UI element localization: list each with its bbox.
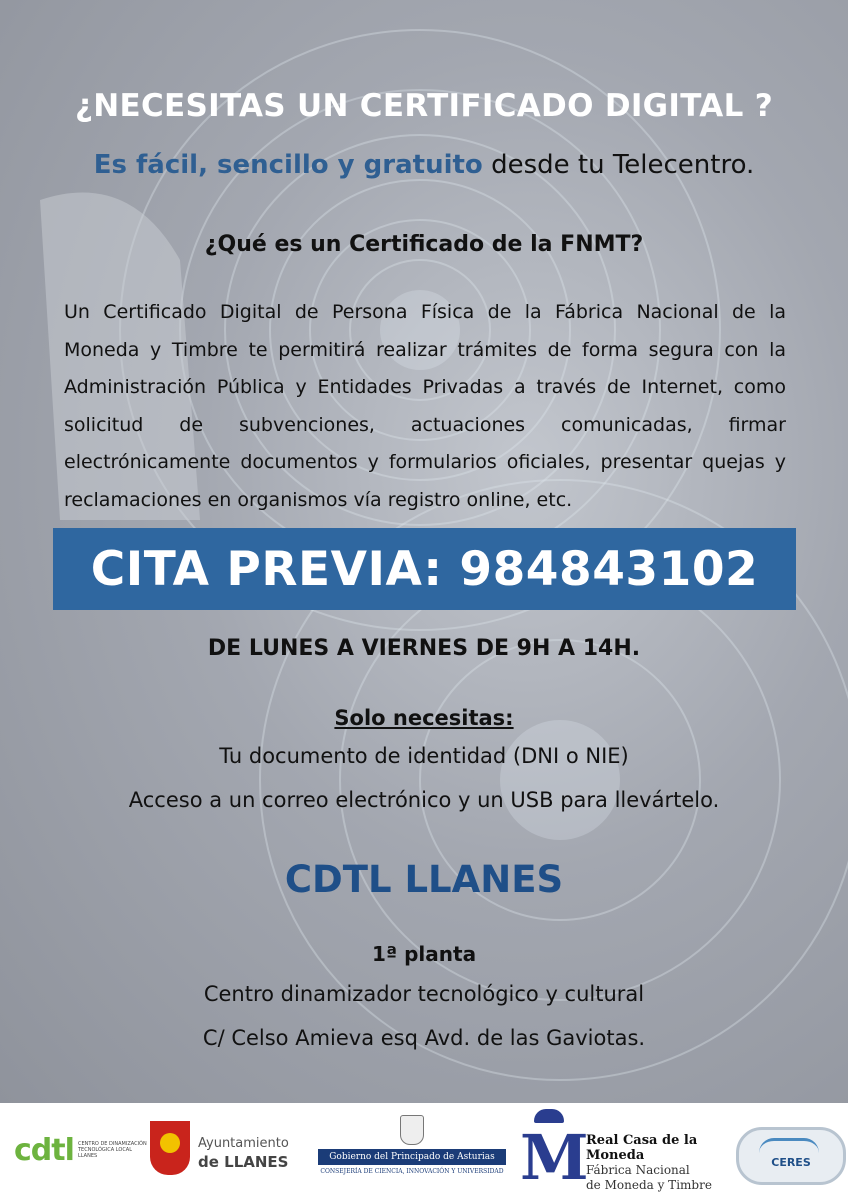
llanes-shield-icon — [150, 1121, 190, 1175]
subheadline-rest: desde tu Telecentro. — [482, 150, 755, 180]
ayuntamiento-llanes-logo — [150, 1121, 300, 1185]
requirements-title: Solo necesitas: — [334, 706, 514, 730]
center-name: CDTL LLANES — [284, 858, 564, 901]
moneda-line2: Fábrica Nacional — [586, 1163, 690, 1177]
cdtl-logo-text: CENTRO DE DINAMIZACIÓN TECNOLÓGICA LOCAL LLANES — [78, 1141, 147, 1159]
schedule-text: DE LUNES A VIERNES DE 9H A 14H. — [207, 636, 641, 661]
headline: ¿NECESITAS UN CERTIFICADO DIGITAL ? — [74, 88, 774, 124]
asturias-crest-icon — [400, 1115, 424, 1145]
location-description: Centro dinamizador tecnológico y cultural — [203, 982, 645, 1006]
moneda-m-letter: M — [520, 1121, 589, 1194]
location-address: C/ Celso Amieva esq Avd. de las Gaviotas. — [202, 1026, 646, 1050]
subheadline — [0, 150, 848, 180]
description-paragraph: Un Certificado Digital de Persona Física de la Fábrica Nacional de la Moneda y Timbre te permitirá realizar trámites de forma segura con la Administración Pública y Entidades Privadas a través de Internet, como solicitud de subvenciones, actuaciones comunicadas, firmar electrónicamente documentos y formularios oficiales, presentar quejas y reclamaciones en organismos vía registro online, etc. — [64, 301, 786, 511]
ayuntamiento-logo-text — [198, 1135, 289, 1173]
ayuntamiento-line2: de LLANES — [198, 1153, 289, 1171]
section-question: ¿Qué es un Certificado de la FNMT? — [204, 232, 644, 257]
moneda-line1: Real Casa de la Moneda — [586, 1133, 698, 1163]
gobierno-logo-subtitle: CONSEJERÍA DE CIENCIA, INNOVACIÓN Y UNIVERSIDAD — [320, 1168, 504, 1175]
requirement-item: Acceso a un correo electrónico y un USB para llevártelo. — [128, 788, 720, 812]
ayuntamiento-line1: Ayuntamiento — [198, 1136, 289, 1151]
cdtl-logo — [14, 1133, 147, 1173]
gobierno-asturias-logo — [318, 1115, 506, 1187]
gobierno-logo-bar: Gobierno del Principado de Asturias — [318, 1149, 506, 1165]
logo-footer — [0, 1103, 848, 1200]
location-floor: 1ª planta — [371, 942, 477, 966]
ceres-logo — [736, 1127, 846, 1185]
moneda-logo-text — [586, 1133, 730, 1193]
real-casa-moneda-logo — [520, 1109, 730, 1195]
ceres-arc-icon — [759, 1138, 819, 1153]
appointment-banner: CITA PREVIA: 984843102 — [53, 528, 796, 610]
cdtl-logo-word: cdtl — [14, 1133, 74, 1168]
subheadline-highlight: Es fácil, sencillo y gratuito — [93, 150, 483, 180]
ceres-logo-text: CERES — [771, 1156, 811, 1169]
moneda-line3: de Moneda y Timbre — [586, 1178, 712, 1192]
requirement-item: Tu documento de identidad (DNI o NIE) — [219, 744, 629, 768]
